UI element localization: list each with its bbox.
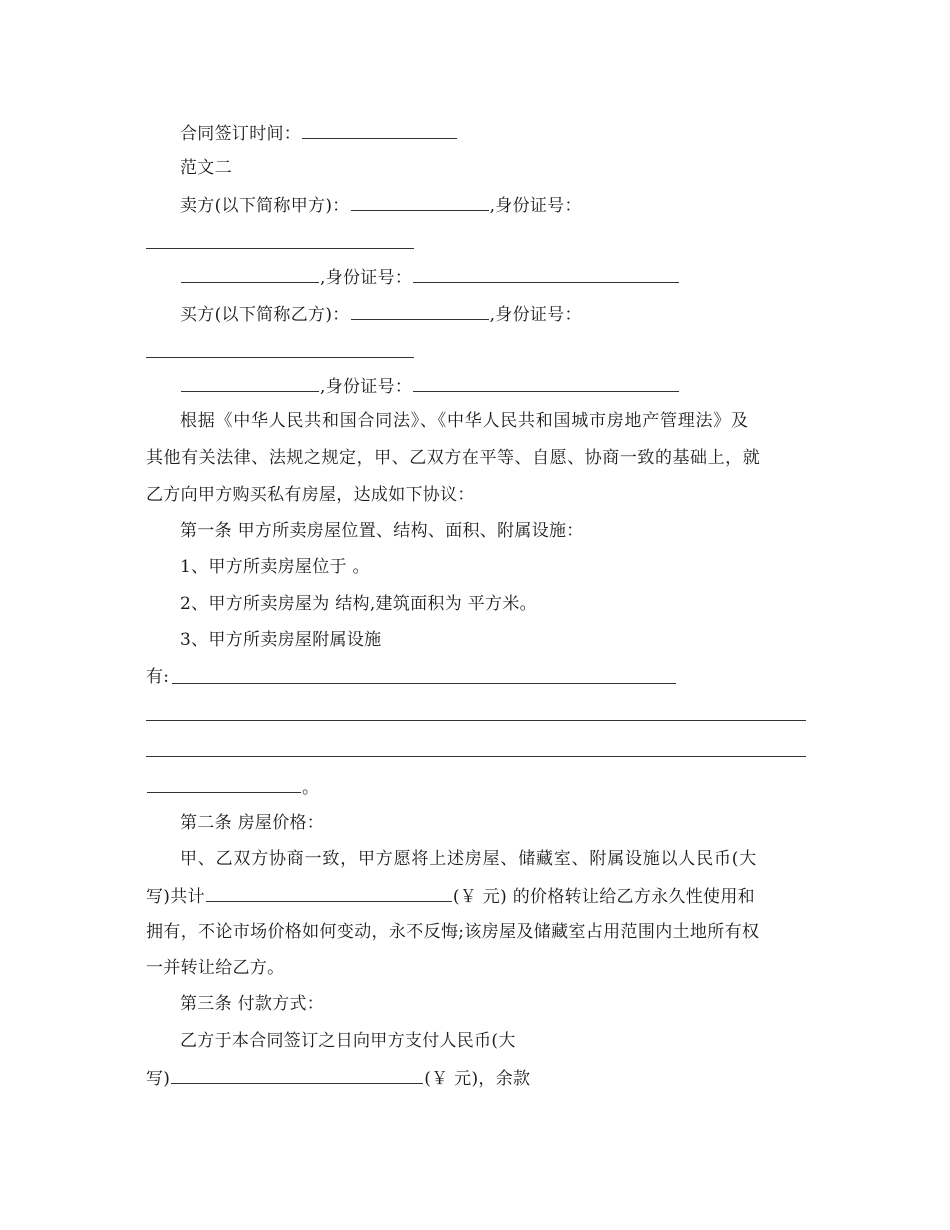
seller-id-blank [146, 248, 414, 249]
article-3-line-2-suffix: (￥ 元)，余款 [424, 1069, 531, 1089]
seller-id-label: ,身份证号： [489, 196, 582, 216]
seller-label: 卖方(以下简称甲方)： [180, 196, 350, 216]
signing-time-blank [302, 122, 457, 139]
article-1-item-2: 2、甲方所卖房屋为 结构,建筑面积为 平方米。 [180, 594, 537, 614]
facilities-line [146, 666, 169, 688]
seller2-name-blank [181, 266, 319, 283]
facilities-end: 。 [302, 778, 320, 798]
article-2-line-1: 甲、乙双方协商一致，甲方愿将上述房屋、储藏室、附属设施以人民币(大 [180, 849, 758, 869]
buyer2-id-label: ,身份证号： [320, 377, 413, 397]
facilities-blank-4 [147, 776, 301, 793]
article-1-item-3: 3、甲方所卖房屋附属设施 [180, 630, 382, 650]
seller-line [180, 194, 582, 217]
seller-name-blank [351, 194, 489, 211]
facilities-prefix: 有: [146, 667, 170, 687]
facilities-blank-2 [146, 720, 806, 721]
seller2-id-label: ,身份证号： [320, 268, 413, 288]
price-words-blank [206, 885, 452, 902]
template-heading: 范文二 [180, 158, 232, 178]
intro-line-2: 其他有关法律、法规之规定，甲、乙双方在平等、自愿、协商一致的基础上，就 [146, 448, 761, 468]
article-1-title: 第一条 甲方所卖房屋位置、结构、面积、附属设施： [180, 521, 584, 541]
facilities-last-line [146, 776, 319, 799]
buyer2-line [180, 375, 680, 398]
intro-line-1: 根据《中华人民共和国合同法》、《中华人民共和国城市房地产管理法》及 [180, 411, 749, 431]
article-2-line-2-prefix: 写)共计 [146, 887, 205, 907]
seller2-line [180, 266, 680, 289]
article-2-line-2-suffix: (￥ 元) 的价格转让给乙方永久性使用和 [452, 887, 755, 907]
article-2-line-4: 一并转让给乙方。 [146, 958, 285, 978]
article-3-line-1: 乙方于本合同签订之日向甲方支付人民币(大 [180, 1031, 516, 1051]
payment-words-blank [171, 1067, 423, 1084]
article-3-line-2-prefix: 写) [146, 1069, 171, 1089]
article-2-line-3: 拥有，不论市场价格如何变动，永不反悔;该房屋及储藏室占用范围内土地所有权 [146, 922, 760, 942]
signing-time-line [180, 122, 458, 145]
signing-time-label: 合同签订时间： [180, 124, 302, 144]
buyer-id-label: ,身份证号： [489, 305, 582, 325]
seller2-id-blank [413, 266, 679, 283]
buyer2-name-blank [181, 375, 319, 392]
article-2-line-2 [146, 885, 755, 908]
buyer2-id-blank [413, 375, 679, 392]
article-3-line-2 [146, 1067, 530, 1090]
buyer-line [180, 303, 582, 326]
buyer-name-blank [351, 303, 489, 320]
article-2-title: 第二条 房屋价格： [180, 813, 325, 833]
facilities-blank-3 [146, 756, 806, 757]
intro-line-3: 乙方向甲方购买私有房屋，达成如下协议： [146, 485, 475, 505]
article-3-title: 第三条 付款方式： [180, 994, 325, 1014]
buyer-id-blank [146, 357, 414, 358]
facilities-blank-1 [172, 683, 676, 684]
article-1-item-1: 1、甲方所卖房屋位于 。 [180, 557, 370, 577]
buyer-label: 买方(以下简称乙方)： [180, 305, 350, 325]
